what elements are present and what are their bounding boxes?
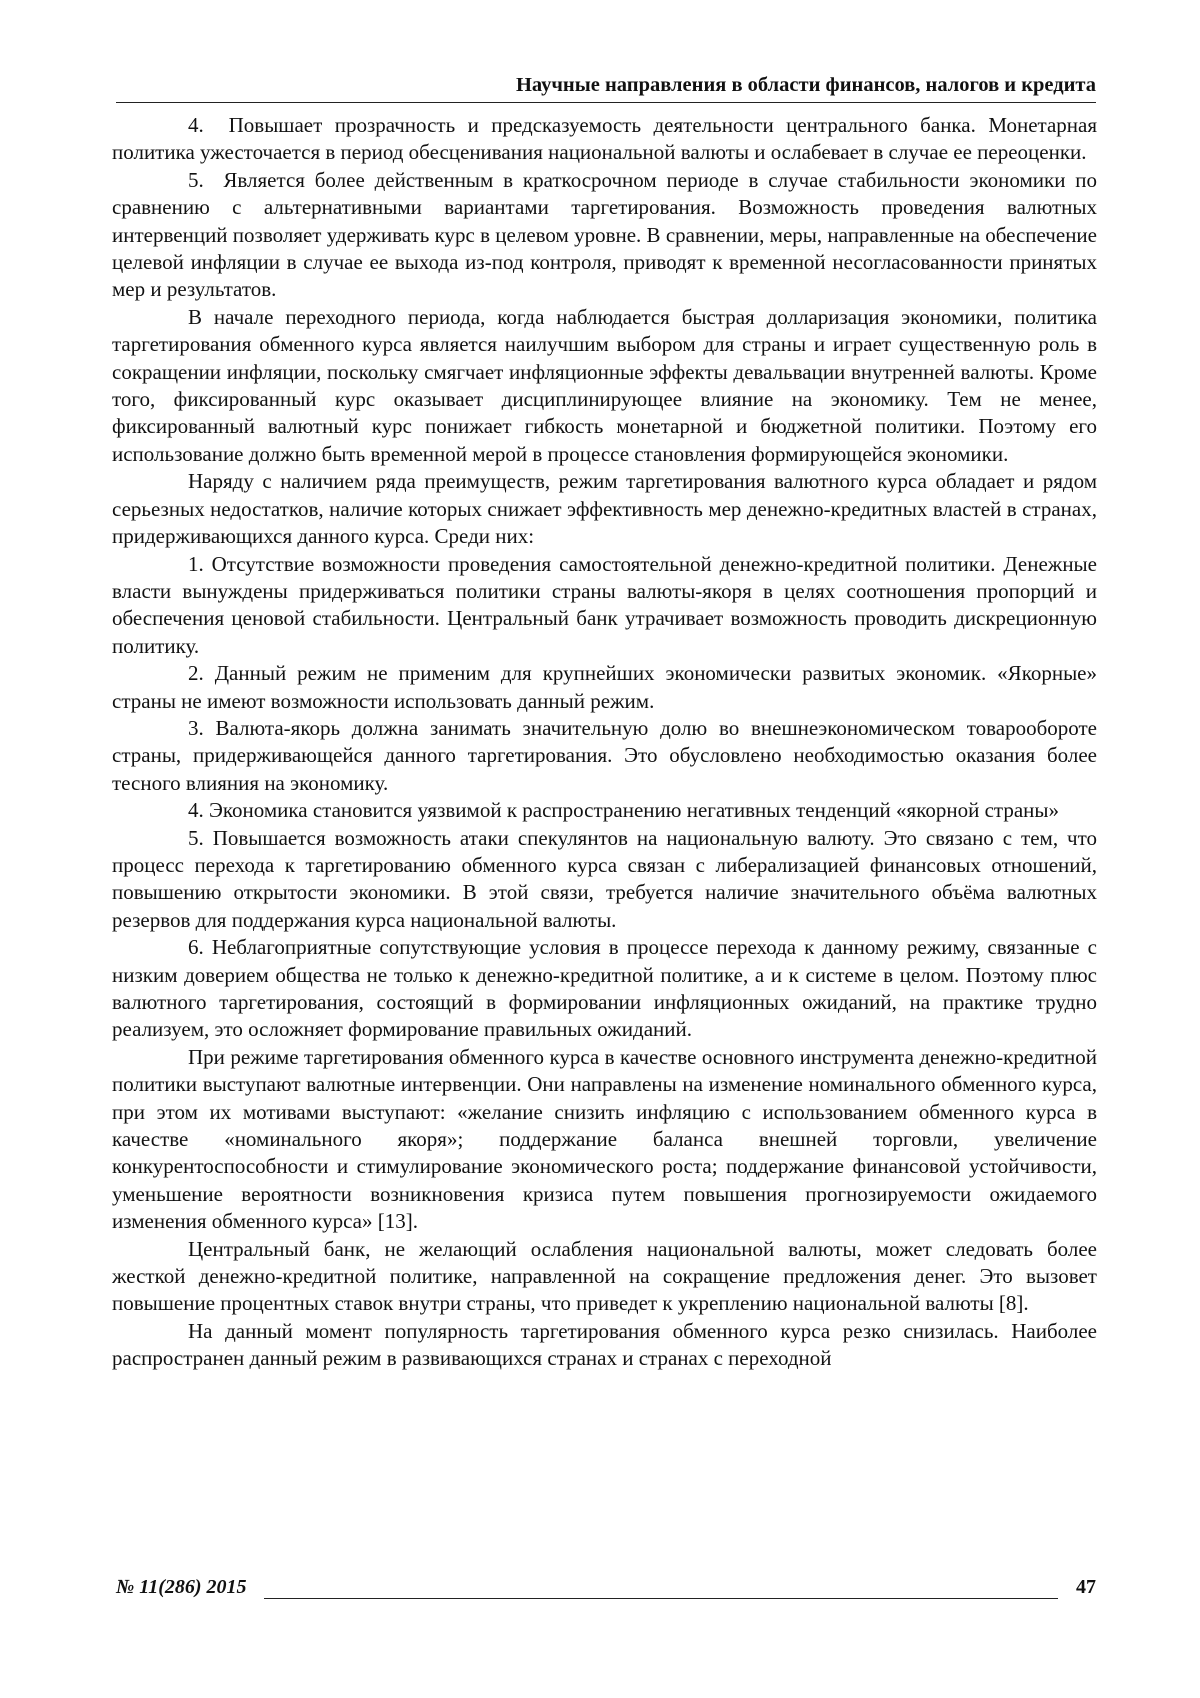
list-item-2: 2. Данный режим не применим для крупнейших экономически развитых экономик. «Якорные» страны не имеют возможности использовать данный режим. xyxy=(112,660,1097,715)
journal-section-title: Научные направления в области финансов, налогов и кредита xyxy=(516,74,1096,97)
article-body xyxy=(112,112,1097,1373)
list-item-6: 6. Неблагоприятные сопутствующие условия в процессе перехода к данному режиму, связанные с низким доверием общества не только к денежно-кредитной политике, а и к системе в целом. Поэтому плюс валютного таргетирования, состоящий в формировании инфляционных ожиданий, на практике трудно реализуем, это осложняет формирование правильных ожиданий. xyxy=(112,934,1097,1044)
paragraph-item-4: 4. Повышает прозрачность и предсказуемость деятельности центрального банка. Монетарная политика ужесточается в период обесценивания национальной валюты и ослабевает в случае ее переоценки. xyxy=(112,112,1097,167)
paragraph-item-5: 5. Является более действенным в краткосрочном периоде в случае стабильности экономики по сравнению с альтернативными вариантами таргетирования. Возможность проведения валютных интервенций позволяет удерживать курс в целевом уровне. В сравнении, меры, направленные на обеспечение целевой инфляции в случае ее выхода из-под контроля, приводят к временной несогласованности принятых мер и результатов. xyxy=(112,167,1097,304)
paragraph-central-bank: Центральный банк, не желающий ослабления национальной валюты, может следовать более жесткой денежно-кредитной политике, направленной на сокращение предложения денег. Это вызовет повышение процентных ставок внутри страны, что приведет к укреплению национальной валюты [8]. xyxy=(112,1236,1097,1318)
running-footer xyxy=(116,1576,1096,1606)
paragraph-popularity: На данный момент популярность таргетирования обменного курса резко снизилась. Наиболее распространен данный режим в развивающихся странах и странах с переходной xyxy=(112,1318,1097,1373)
footer-rule xyxy=(264,1598,1058,1599)
list-item-1: 1. Отсутствие возможности проведения самостоятельной денежно-кредитной политики. Денежные власти вынуждены придерживаться политики страны валюты-якоря в целях соотношения пропорций и обеспечения ценовой стабильности. Центральный банк утрачивает возможность проводить дискреционную политику. xyxy=(112,551,1097,661)
list-item-5: 5. Повышается возможность атаки спекулянтов на национальную валюту. Это связано с тем, что процесс перехода к таргетированию обменного курса связан с либерализацией финансовых отношений, повышению открытости экономики. В этой связи, требуется наличие значительного объёма валютных резервов для поддержания курса национальной валюты. xyxy=(112,825,1097,935)
list-item-4: 4. Экономика становится уязвимой к распространению негативных тенденций «якорной страны» xyxy=(112,797,1097,824)
paragraph-transition-period: В начале переходного периода, когда наблюдается быстрая долларизация экономики, политика таргетирования обменного курса является наилучшим выбором для страны и играет существенную роль в сокращении инфляции, поскольку смягчает инфляционные эффекты девальвации внутренней валюты. Кроме того, фиксированный курс оказывает дисциплинирующее влияние на экономику. Тем не менее, фиксированный валютный курс понижает гибкость монетарной и бюджетной политики. Поэтому его использование должно быть временной мерой в процессе становления формирующейся экономики. xyxy=(112,304,1097,468)
running-header xyxy=(116,72,1096,103)
paragraph-interventions: При режиме таргетирования обменного курса в качестве основного инструмента денежно-кредитной политики выступают валютные интервенции. Они направлены на изменение номинального обменного курса, при этом их мотивами выступают: «желание снизить инфляцию с использованием обменного курса в качестве «номинального якоря»; поддержание баланса внешней торговли, увеличение конкурентоспособности и стимулирование экономического роста; поддержание финансовой устойчивости, уменьшение вероятности возникновения кризиса путем повышения прогнозируемости ожидаемого изменения обменного курса» [13]. xyxy=(112,1044,1097,1236)
page-number: 47 xyxy=(1076,1576,1096,1599)
paragraph-disadvantages-intro: Наряду с наличием ряда преимуществ, режим таргетирования валютного курса обладает и рядом серьезных недостатков, наличие которых снижает эффективность мер денежно-кредитных властей в странах, придерживающихся данного курса. Среди них: xyxy=(112,468,1097,550)
issue-number: № 11(286) 2015 xyxy=(116,1576,247,1599)
list-item-3: 3. Валюта-якорь должна занимать значительную долю во внешнеэкономическом товарообороте страны, придерживающейся данного таргетирования. Это обусловлено необходимостью оказания более тесного влияния на экономику. xyxy=(112,715,1097,797)
